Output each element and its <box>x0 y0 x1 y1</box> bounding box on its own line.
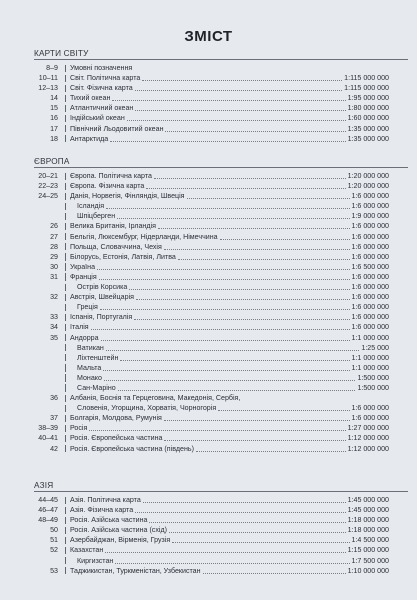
toc-row <box>0 232 417 242</box>
dotted-leader <box>187 198 350 199</box>
page-number: 24–25 <box>38 192 58 201</box>
map-scale: 1:6 000 000 <box>351 414 389 423</box>
map-scale: 1:45 000 000 <box>347 496 389 504</box>
map-scale: 1:6 000 000 <box>351 272 389 281</box>
page-number: 51 <box>50 536 58 545</box>
map-title: Росія. Азійська частина (схід) <box>70 526 167 535</box>
separator-bar <box>65 374 66 381</box>
page-number: 40–41 <box>38 434 58 443</box>
separator-bar <box>65 497 66 504</box>
map-title: Таджикистан, Туркменістан, Узбекистан <box>70 566 201 575</box>
separator-bar <box>65 364 66 371</box>
map-scale: 1:6 000 000 <box>351 222 389 231</box>
map-scale: 1:20 000 000 <box>347 182 389 191</box>
map-scale: 1:1 000 000 <box>351 353 389 362</box>
map-scale: 1:6 000 000 <box>351 303 389 312</box>
separator-bar <box>65 65 66 72</box>
map-title: Греція <box>77 303 98 312</box>
map-scale: 1:35 000 000 <box>347 124 389 133</box>
toc-row <box>0 363 417 373</box>
map-title: Словенія, Угорщина, Хорватія, Чорногорія <box>77 404 217 413</box>
dotted-leader <box>89 430 346 431</box>
page-number: 42 <box>50 444 58 453</box>
separator-bar <box>65 435 66 442</box>
map-scale: 1:6 500 000 <box>351 262 389 271</box>
dotted-leader <box>154 178 346 179</box>
dotted-leader <box>136 299 350 300</box>
toc-row <box>0 93 417 103</box>
separator-bar <box>65 354 66 361</box>
page-number: 15 <box>50 104 58 113</box>
toc-row <box>0 413 417 423</box>
separator-bar <box>65 537 66 544</box>
map-scale: 1:6 000 000 <box>351 283 389 292</box>
separator-bar <box>65 547 66 554</box>
toc-row <box>0 495 417 505</box>
page-number: 10–11 <box>38 74 58 83</box>
map-scale: 1:6 000 000 <box>351 242 389 251</box>
separator-bar <box>65 125 66 132</box>
map-scale: 1:25 000 <box>361 343 389 352</box>
separator-bar <box>65 384 66 391</box>
map-title: Казахстан <box>70 546 104 555</box>
separator-bar <box>65 253 66 260</box>
map-scale: 1:6 000 000 <box>351 252 389 261</box>
toc-section <box>34 49 417 144</box>
map-scale: 1:27 000 000 <box>347 424 389 433</box>
separator-bar <box>65 223 66 230</box>
toc-row <box>0 292 417 302</box>
map-scale: 1:6 000 000 <box>351 202 389 211</box>
toc-row <box>0 211 417 221</box>
map-scale: 1:18 000 000 <box>347 516 389 525</box>
toc-row <box>0 83 417 93</box>
toc-row <box>0 113 417 123</box>
map-title: Росія <box>70 424 88 433</box>
toc-row <box>0 373 417 383</box>
map-title: Болгарія, Молдова, Румунія <box>70 414 162 423</box>
page-number: 53 <box>50 566 58 575</box>
page-number: 48–49 <box>38 516 58 525</box>
map-scale: 1:6 000 000 <box>351 404 389 413</box>
map-title: Атлантичний океан <box>70 104 134 113</box>
dotted-leader <box>143 502 346 503</box>
dotted-leader <box>203 573 346 574</box>
toc-row <box>0 282 417 292</box>
map-title: Польща, Словаччина, Чехія <box>70 242 162 251</box>
dotted-leader <box>169 532 346 533</box>
map-scale: 1:10 000 000 <box>347 566 389 575</box>
separator-bar <box>65 284 66 291</box>
toc-row <box>0 302 417 312</box>
map-title: Україна <box>70 262 96 271</box>
toc-row <box>0 262 417 272</box>
page-number: 31 <box>50 272 58 281</box>
map-scale: 1:4 500 000 <box>351 536 389 545</box>
page-number: 30 <box>50 262 58 271</box>
dotted-leader <box>97 269 350 270</box>
toc-row <box>0 134 417 144</box>
separator-bar <box>65 243 66 250</box>
dotted-leader <box>100 309 350 310</box>
dotted-leader <box>164 420 350 421</box>
map-scale: 1:20 000 000 <box>347 172 389 180</box>
toc-section <box>34 157 417 454</box>
separator-bar <box>65 324 66 331</box>
page-number: 14 <box>50 94 58 103</box>
dotted-leader <box>135 110 346 111</box>
separator-bar <box>65 273 66 280</box>
toc-row <box>0 505 417 515</box>
dotted-leader <box>120 360 350 361</box>
page-number: 26 <box>50 222 58 231</box>
map-title: Умовні позначення <box>70 64 133 72</box>
map-title: Світ. Політична карта <box>70 74 141 83</box>
dotted-leader <box>158 228 350 229</box>
map-title: Киргизстан <box>77 556 114 565</box>
toc-row <box>0 515 417 525</box>
toc-section <box>34 481 417 576</box>
dotted-leader <box>112 100 346 101</box>
page-number: 44–45 <box>38 496 58 504</box>
map-scale: 1:6 000 000 <box>351 313 389 322</box>
toc-row <box>0 242 417 252</box>
section-heading: ЄВРОПА <box>34 157 408 168</box>
map-scale: 1:9 000 000 <box>351 212 389 221</box>
separator-bar <box>65 105 66 112</box>
dotted-leader <box>220 239 350 240</box>
map-title: Албанія, Боснія та Герцеговина, Македонія, Сербія, <box>70 394 241 403</box>
map-title: Бельгія, Люксембург, Нідерланди, Німеччина <box>70 232 218 241</box>
separator-bar <box>65 95 66 102</box>
toc-row <box>0 393 417 403</box>
toc-row <box>0 535 417 545</box>
separator-bar <box>65 233 66 240</box>
separator-bar <box>65 173 66 180</box>
toc-row <box>0 545 417 555</box>
page-number: 33 <box>50 313 58 322</box>
separator-bar <box>65 557 66 564</box>
toc-row <box>0 181 417 191</box>
dotted-leader <box>135 512 346 513</box>
map-title: Європа. Фізична карта <box>70 182 145 191</box>
dotted-leader <box>127 120 346 121</box>
page-number: 18 <box>50 134 58 143</box>
separator-bar <box>65 183 66 190</box>
toc-row <box>0 353 417 363</box>
dotted-leader <box>117 218 350 219</box>
separator-bar <box>65 334 66 341</box>
dotted-leader <box>165 131 346 132</box>
page-number: 17 <box>50 124 58 133</box>
dotted-leader <box>101 340 350 341</box>
dotted-leader <box>196 451 346 452</box>
map-title: Франція <box>70 272 97 281</box>
page-number: 46–47 <box>38 506 58 515</box>
page-title: ЗМІСТ <box>184 28 233 45</box>
map-scale: 1:12 000 000 <box>347 444 389 453</box>
dotted-leader <box>91 329 350 330</box>
dotted-leader <box>178 259 350 260</box>
map-title: Мальта <box>77 363 102 372</box>
toc-row <box>0 525 417 535</box>
dotted-leader <box>106 350 359 351</box>
map-scale: 1:15 000 000 <box>347 546 389 555</box>
toc-row <box>0 403 417 413</box>
toc-row <box>0 124 417 134</box>
map-title: Шпіцберген <box>77 212 116 221</box>
map-title: Сан-Маріно <box>77 383 116 392</box>
page-number: 38–39 <box>38 424 58 433</box>
map-scale: 1:6 000 000 <box>351 192 389 201</box>
toc-row <box>0 201 417 211</box>
map-title: Північний Льодовитий океан <box>70 124 164 133</box>
map-title: Данія, Норвегія, Фінляндія, Швеція <box>70 192 185 201</box>
page-number: 22–23 <box>38 182 58 191</box>
toc-row <box>0 252 417 262</box>
separator-bar <box>65 567 66 574</box>
toc-row <box>0 556 417 566</box>
dotted-leader <box>135 90 342 91</box>
separator-bar <box>65 85 66 92</box>
map-title: Індійський океан <box>70 114 125 123</box>
dotted-leader <box>164 440 346 441</box>
map-scale: 1:18 000 000 <box>347 526 389 535</box>
separator-bar <box>65 314 66 321</box>
dotted-leader <box>115 563 350 564</box>
page-number: 8–9 <box>46 64 58 72</box>
map-title: Австрія, Швейцарія <box>70 293 134 302</box>
map-scale: 1:115 000 000 <box>344 74 389 83</box>
separator-bar <box>65 344 66 351</box>
separator-bar <box>65 527 66 534</box>
map-title: Європа. Політична карта <box>70 172 152 180</box>
page-number: 32 <box>50 293 58 302</box>
map-title: Азія. Фізична карта <box>70 506 134 515</box>
toc-row <box>0 221 417 231</box>
separator-bar <box>65 445 66 452</box>
map-title: Світ. Фізична карта <box>70 84 133 93</box>
section-heading: КАРТИ СВІТУ <box>34 49 408 60</box>
toc-row <box>0 444 417 454</box>
map-scale: 1:7 500 000 <box>351 556 389 565</box>
map-scale: 1:1 000 000 <box>351 333 389 342</box>
map-scale: 1:1 000 000 <box>351 363 389 372</box>
separator-bar <box>65 507 66 514</box>
map-scale: 1:6 000 000 <box>351 293 389 302</box>
map-title: Росія. Європейська частина <box>70 434 163 443</box>
map-title: Азія. Політична карта <box>70 496 141 504</box>
map-scale: 1:35 000 000 <box>347 134 389 143</box>
map-title: Росія. Європейська частина (південь) <box>70 444 194 453</box>
page-number: 36 <box>50 394 58 403</box>
toc-row <box>0 343 417 353</box>
map-scale: 1:95 000 000 <box>347 94 389 103</box>
page-number: 52 <box>50 546 58 555</box>
separator-bar <box>65 415 66 422</box>
toc-row <box>0 333 417 343</box>
map-title: Іспанія, Португалія <box>70 313 133 322</box>
separator-bar <box>65 294 66 301</box>
map-title: Італія <box>70 323 89 332</box>
page-number: 27 <box>50 232 58 241</box>
separator-bar <box>65 135 66 142</box>
toc-row <box>0 73 417 83</box>
map-title: Монако <box>77 373 102 382</box>
page-number: 37 <box>50 414 58 423</box>
toc-row <box>0 171 417 181</box>
map-title: Антарктида <box>70 134 109 143</box>
dotted-leader <box>129 289 350 290</box>
dotted-leader <box>106 208 350 209</box>
separator-bar <box>65 425 66 432</box>
section-heading: АЗІЯ <box>34 481 408 492</box>
map-scale: 1:45 000 000 <box>347 506 389 515</box>
map-title: Тихий океан <box>70 94 111 103</box>
page-number: 16 <box>50 114 58 123</box>
dotted-leader <box>105 552 346 553</box>
map-title: Острів Корсика <box>77 283 128 292</box>
dotted-leader <box>218 410 350 411</box>
separator-bar <box>65 395 66 402</box>
dotted-leader <box>104 380 355 381</box>
dotted-leader <box>142 80 342 81</box>
map-scale: 1:115 000 000 <box>344 84 389 93</box>
map-title: Білорусь, Естонія, Латвія, Литва <box>70 252 176 261</box>
map-title: Росія. Азійська частина <box>70 516 148 525</box>
toc-row <box>0 566 417 576</box>
toc-row <box>0 383 417 393</box>
separator-bar <box>65 115 66 122</box>
map-title: Азербайджан, Вірменія, Грузія <box>70 536 171 545</box>
toc-row <box>0 312 417 322</box>
map-scale: 1:80 000 000 <box>347 104 389 113</box>
page-number: 29 <box>50 252 58 261</box>
dotted-leader <box>146 188 346 189</box>
separator-bar <box>65 263 66 270</box>
dotted-leader <box>103 370 350 371</box>
separator-bar <box>65 304 66 311</box>
separator-bar <box>65 213 66 220</box>
toc-row <box>0 322 417 332</box>
page-number: 34 <box>50 323 58 332</box>
map-title: Андорра <box>70 333 99 342</box>
map-title: Ісландія <box>77 202 105 211</box>
page-number: 50 <box>50 526 58 535</box>
map-scale: 1:6 000 000 <box>351 232 389 241</box>
dotted-leader <box>172 542 350 543</box>
map-scale: 1:60 000 000 <box>347 114 389 123</box>
map-title: Ватикан <box>77 343 104 352</box>
separator-bar <box>65 203 66 210</box>
separator-bar <box>65 193 66 200</box>
toc-row <box>0 423 417 433</box>
dotted-leader <box>99 279 350 280</box>
page-number: 28 <box>50 242 58 251</box>
map-scale: 1:500 000 <box>357 373 389 382</box>
toc-row <box>0 103 417 113</box>
separator-bar <box>65 517 66 524</box>
dotted-leader <box>134 319 350 320</box>
toc-row <box>0 272 417 282</box>
separator-bar <box>65 75 66 82</box>
toc-row <box>0 433 417 443</box>
map-scale: 1:12 000 000 <box>347 434 389 443</box>
dotted-leader <box>118 390 355 391</box>
map-scale: 1:500 000 <box>357 383 389 392</box>
dotted-leader <box>164 249 350 250</box>
page-number: 35 <box>50 333 58 342</box>
map-title: Ліхтенштейн <box>77 353 119 362</box>
dotted-leader <box>149 522 346 523</box>
toc-row <box>0 63 417 73</box>
separator-bar <box>65 405 66 412</box>
toc-row <box>0 191 417 201</box>
page-number: 12–13 <box>38 84 58 93</box>
map-scale: 1:6 000 000 <box>351 323 389 332</box>
map-title: Велика Британія, Ірландія <box>70 222 156 231</box>
dotted-leader <box>110 141 346 142</box>
page-number: 20–21 <box>38 172 58 180</box>
